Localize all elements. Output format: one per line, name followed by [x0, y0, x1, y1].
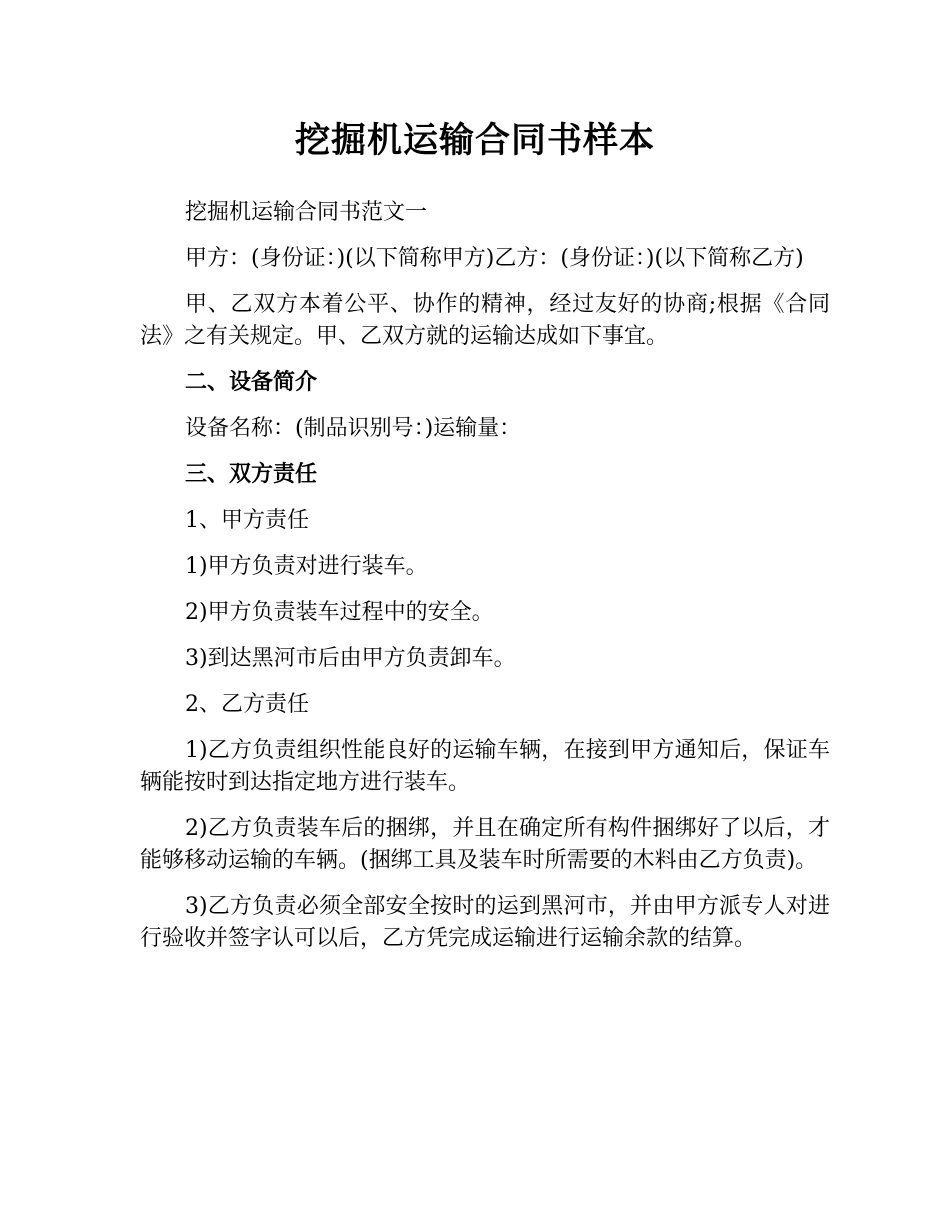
list-item-b3: 3)乙方负责必须全部安全按时的运到黑河市，并由甲方派专人对进行验收并签字认可以后，乙方凭完成运输进行运输余款的结算。 — [140, 894, 830, 951]
list-item-b2: 2)乙方负责装车后的捆绑，并且在确定所有构件捆绑好了以后，才能够移动运输的车辆。(捆绑工具及装车时所需要的木料由乙方负责)。 — [140, 816, 830, 873]
list-item-a2: 2)甲方负责装车过程中的安全。 — [185, 600, 494, 625]
subheading-party-a: 1、甲方责任 — [185, 508, 309, 533]
paragraph-parties: 甲方：(身份证：)(以下简称甲方)乙方：(身份证：)(以下简称乙方) — [185, 246, 804, 271]
document-body — [140, 197, 830, 969]
list-item-b1: 1)乙方负责组织性能良好的运输车辆，在接到甲方通知后，保证车辆能按时到达指定地方进行装车。 — [140, 738, 830, 795]
paragraph-intro: 挖掘机运输合同书范文一 — [185, 200, 428, 225]
section-heading-equipment: 二、设备简介 — [185, 370, 318, 395]
list-item-a3: 3)到达黑河市后由甲方负责卸车。 — [185, 646, 516, 671]
paragraph-equipment-name: 设备名称：(制品识别号：)运输量： — [185, 416, 522, 441]
subheading-party-b: 2、乙方责任 — [185, 692, 309, 717]
paragraph-preamble: 甲、乙双方本着公平、协作的精神，经过友好的协商;根据《合同法》之有关规定。甲、乙双方就的运输达成如下事宜。 — [140, 292, 830, 349]
document-title: 挖掘机运输合同书样本 — [294, 121, 655, 161]
list-item-a1: 1)甲方负责对进行装车。 — [185, 554, 428, 579]
section-heading-responsibilities: 三、双方责任 — [185, 462, 318, 487]
